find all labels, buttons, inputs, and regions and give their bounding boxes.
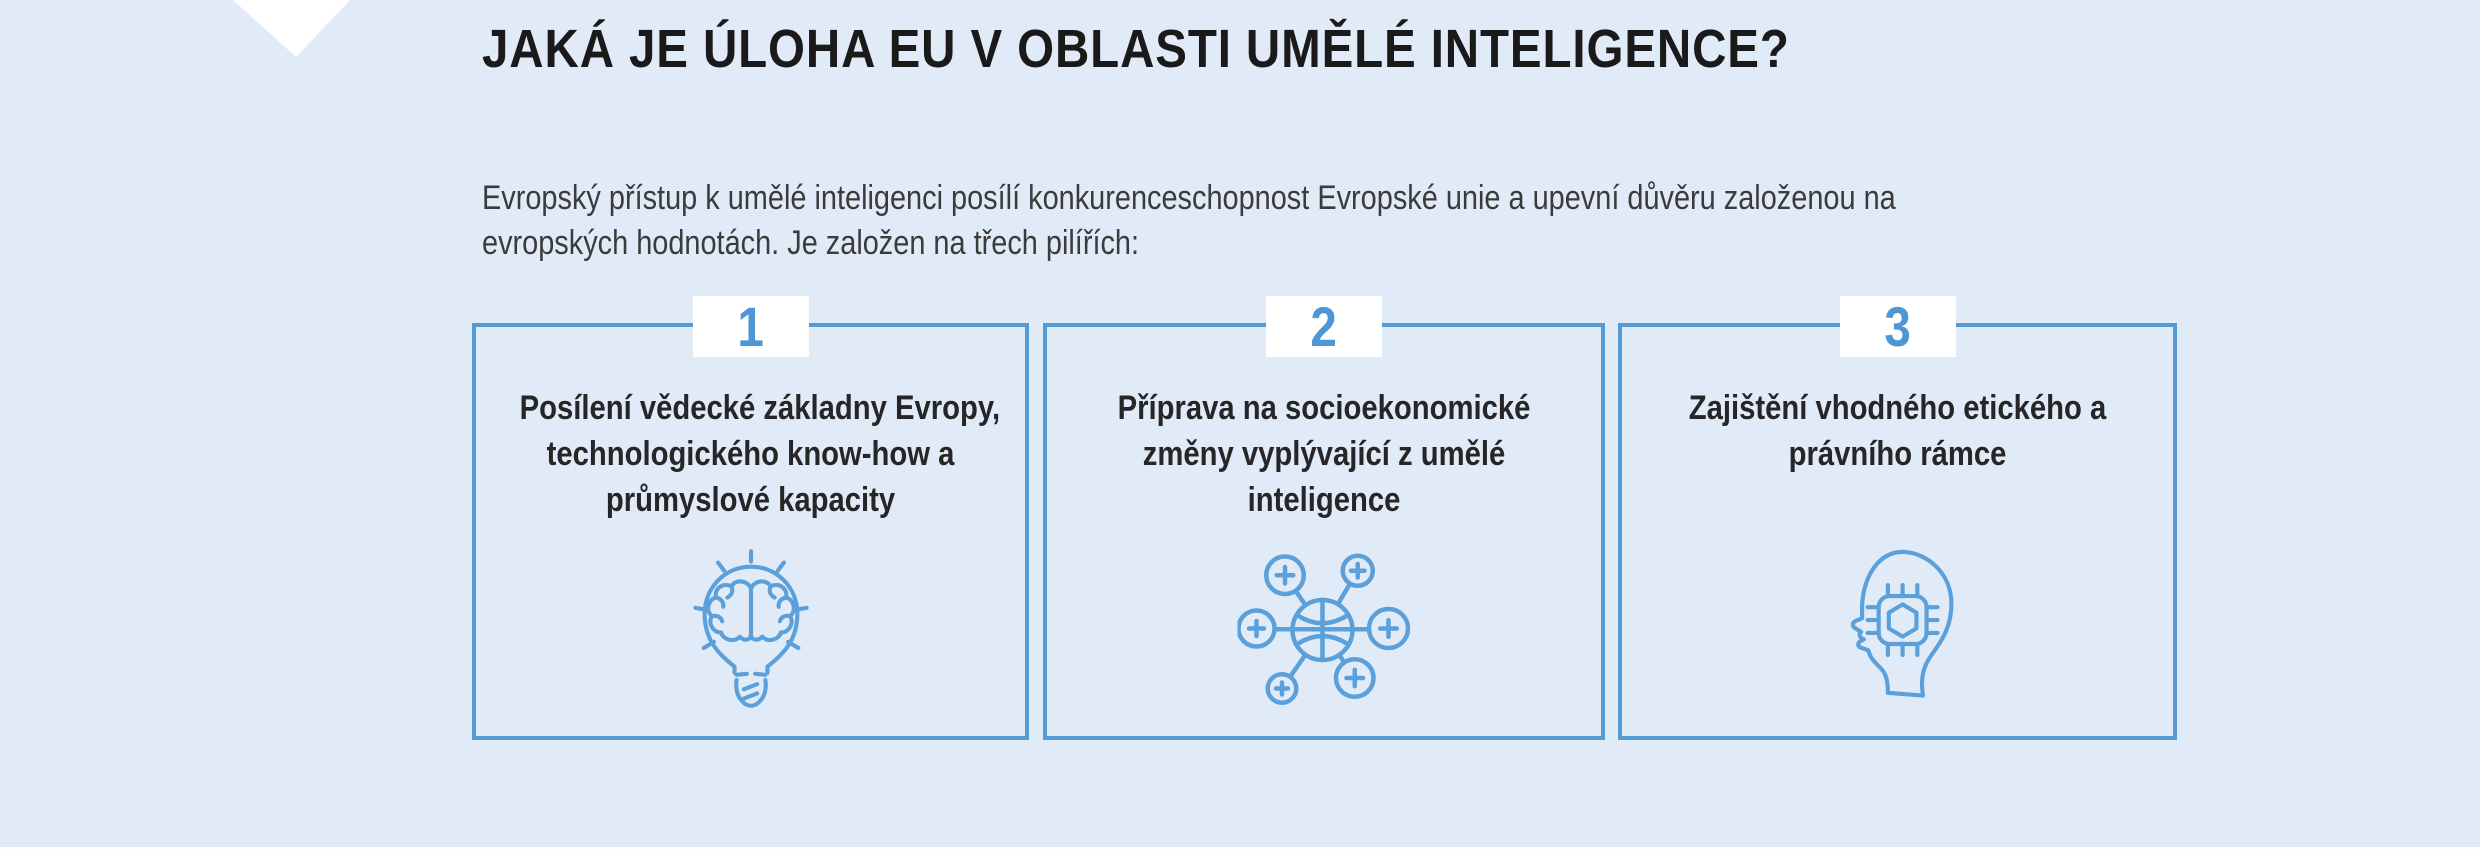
pillar-1-number-badge bbox=[693, 296, 809, 357]
pillar-card-3 bbox=[1618, 295, 2177, 740]
pillar-3-number: 3 bbox=[1884, 295, 1911, 358]
pillar-1-line-2: technologického know-how a bbox=[546, 435, 955, 473]
pillar-1-number: 1 bbox=[737, 295, 764, 358]
head-chip-icon bbox=[1819, 539, 1976, 714]
pillar-3-line-1: Zajištění vhodného etického a bbox=[1688, 389, 2107, 427]
pillar-2-text bbox=[1053, 385, 1595, 523]
pillar-card-1 bbox=[472, 295, 1029, 740]
intro-line-1: Evropský přístup k umělé inteligenci posílí konkurenceschopnost Evropské unie a upevní důvěru založenou na bbox=[482, 179, 1896, 217]
lightbulb-brain-icon bbox=[687, 545, 815, 714]
pillar-2-number-badge bbox=[1266, 296, 1382, 357]
pillar-1-text bbox=[482, 385, 1019, 523]
pillar-2-line-2: změny vyplývající z umělé bbox=[1142, 435, 1506, 473]
pillar-2-number: 2 bbox=[1310, 295, 1338, 358]
intro-paragraph bbox=[482, 176, 1896, 266]
decorative-triangle bbox=[233, 0, 350, 57]
network-nodes-icon bbox=[1238, 549, 1411, 714]
pillar-3-line-2: právního rámce bbox=[1788, 435, 2007, 473]
page-title: JAKÁ JE ÚLOHA EU V OBLASTI UMĚLÉ INTELIGENCE? bbox=[482, 19, 1790, 79]
pillar-1-line-3: průmyslové kapacity bbox=[605, 481, 896, 519]
pillar-1-line-1: Posílení vědecké základny Evropy, bbox=[519, 389, 1001, 427]
intro-line-2: evropských hodnotách. Je založen na třech pilířích: bbox=[482, 224, 1140, 262]
pillar-2-line-3: inteligence bbox=[1247, 481, 1401, 519]
pillar-3-text bbox=[1628, 385, 2167, 477]
pillar-2-line-1: Příprava na socioekonomické bbox=[1117, 389, 1531, 427]
pillar-3-number-badge bbox=[1840, 296, 1956, 357]
pillar-card-2 bbox=[1043, 295, 1605, 740]
